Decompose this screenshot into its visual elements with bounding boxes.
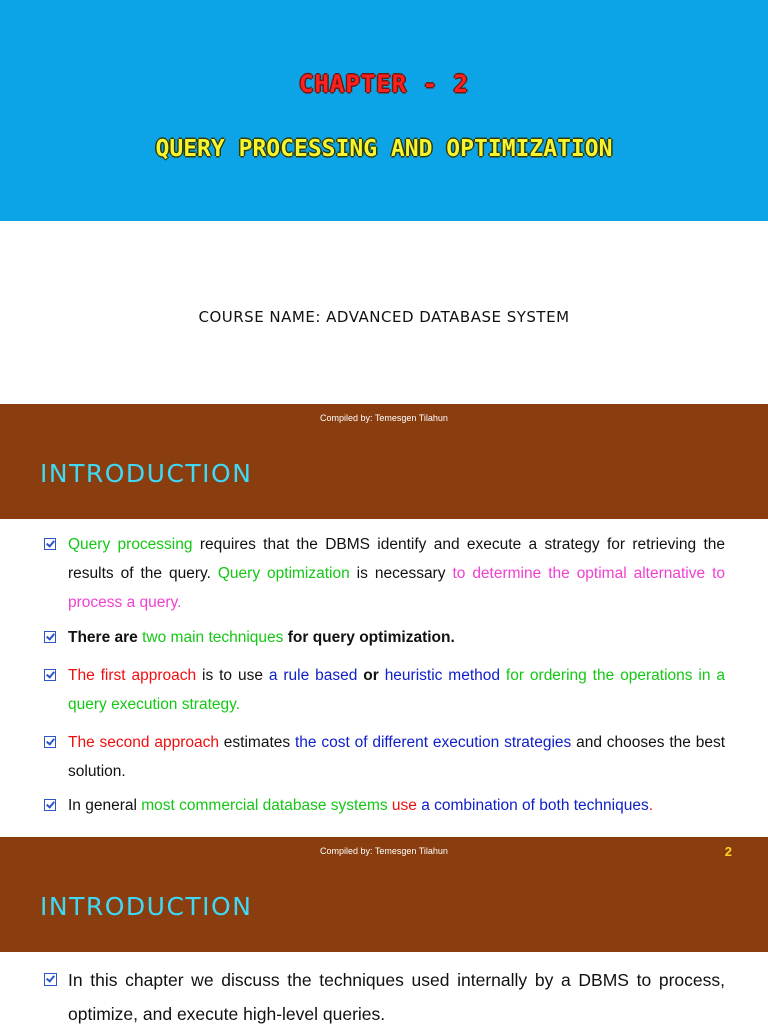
text-use: use	[387, 797, 417, 814]
bullet-item	[44, 728, 725, 786]
text-fragment: There are	[68, 629, 143, 646]
text-two-main-techniques: two main techniques	[142, 629, 284, 646]
chapter-title: CHAPTER - 2	[299, 70, 469, 98]
text-fragment: or	[357, 667, 385, 684]
text-rule-based: a rule based	[268, 667, 358, 684]
slide3-bullets	[44, 963, 725, 1024]
text-fragment: In this chapter we discuss the techniques used internally by a DBMS to process, optimize, and execute high-level queries.	[68, 970, 725, 1024]
slide2-bullets	[44, 530, 725, 829]
slide3-header	[0, 866, 768, 952]
text-fragment: and chooses the best solution.	[68, 734, 725, 780]
bullet-item	[44, 963, 725, 1024]
text-first-approach: The first approach	[68, 667, 197, 684]
bullet-item	[44, 791, 725, 820]
checkbox-icon	[44, 973, 57, 986]
checkbox-icon	[44, 669, 56, 681]
footer-credit: Compiled by: Temesgen Tilahun	[320, 413, 448, 423]
bullet-item	[44, 623, 725, 652]
chapter-subtitle: QUERY PROCESSING AND OPTIMIZATION	[155, 136, 613, 162]
checkbox-icon	[44, 736, 56, 748]
slide2-footer	[0, 837, 768, 866]
text-combination: a combination of both techniques	[416, 797, 649, 814]
text-query-optimization: Query optimization	[217, 565, 350, 582]
text-fragment: for ordering the operations in a query execution strategy.	[68, 667, 725, 713]
course-name: COURSE NAME: ADVANCED DATABASE SYSTEM	[198, 308, 570, 326]
text-heuristic-method: heuristic method	[384, 667, 501, 684]
text-fragment: is necessary	[349, 565, 453, 582]
text-fragment: estimates	[218, 734, 295, 751]
text-fragment: .	[648, 797, 654, 814]
checkbox-icon	[44, 538, 56, 550]
text-fragment: requires that the DBMS identify and execute a strategy for retrieving the results of the query.	[68, 536, 725, 582]
checkbox-icon	[44, 799, 56, 811]
bullet-item	[44, 530, 725, 617]
bullet-item	[44, 661, 725, 719]
title-band	[0, 0, 768, 221]
slide-heading: INTRODUCTION	[40, 892, 253, 921]
text-fragment: for query optimization.	[283, 629, 455, 646]
text-fragment: to determine the optimal alternative to process a query.	[68, 565, 725, 611]
text-fragment: is to use	[196, 667, 269, 684]
checkbox-icon	[44, 631, 56, 643]
text-second-approach: The second approach	[68, 734, 219, 751]
page-number: 2	[724, 844, 732, 859]
text-commercial-systems: most commercial database systems	[141, 797, 388, 814]
text-query-processing: Query processing	[68, 536, 193, 553]
slide2-header	[0, 433, 768, 519]
slide1-footer	[0, 404, 768, 433]
slide-heading: INTRODUCTION	[40, 459, 253, 488]
footer-credit: Compiled by: Temesgen Tilahun	[320, 846, 448, 856]
text-cost-strategies: the cost of different execution strategies	[294, 734, 572, 751]
text-fragment: In general	[68, 797, 142, 814]
